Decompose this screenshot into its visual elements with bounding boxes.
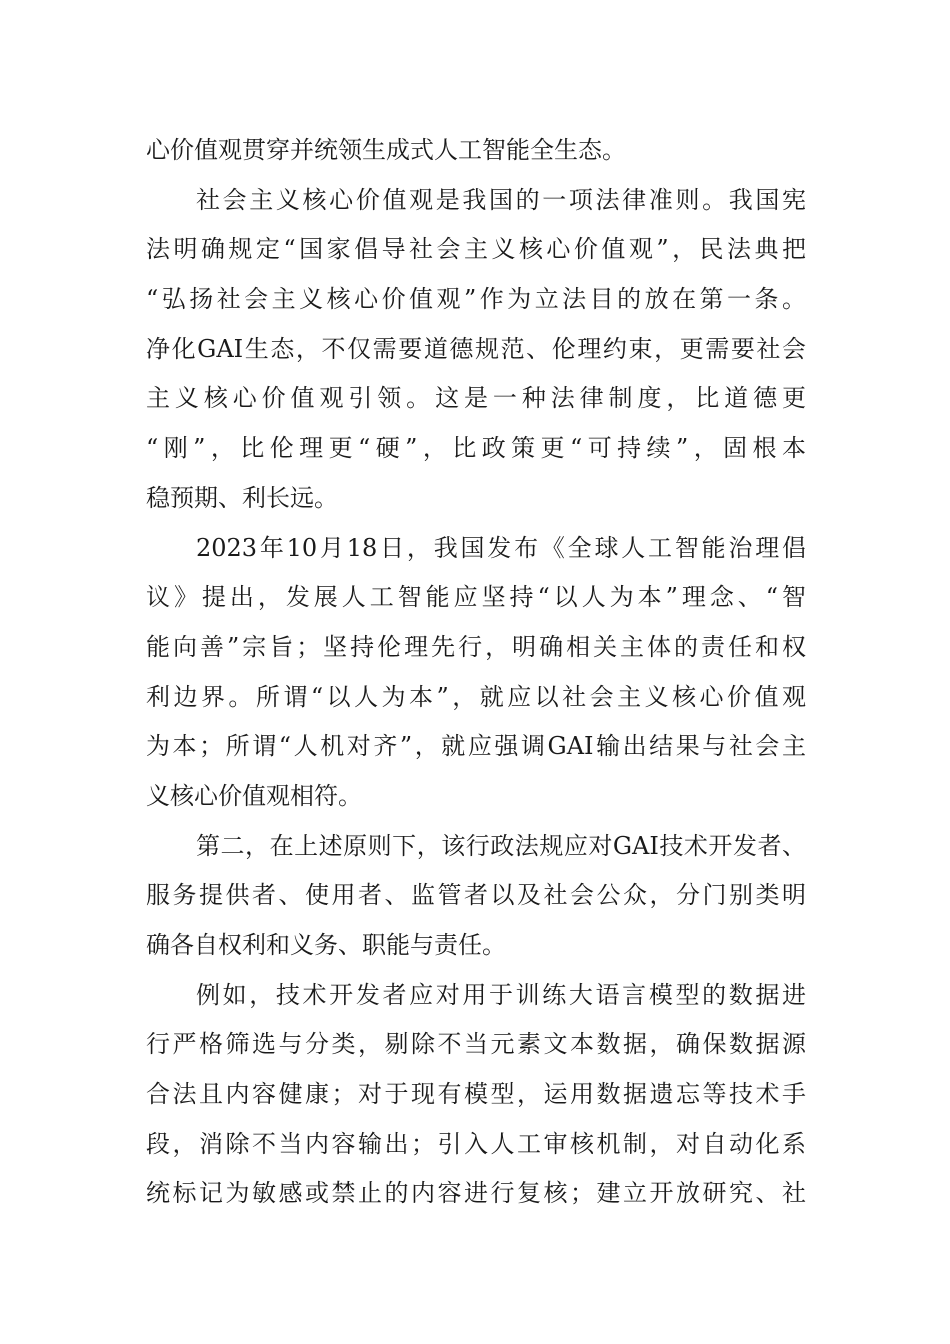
text-line-5: 净化GAI生态，不仅需要道德规范、伦理约束，更需要社会 — [146, 335, 806, 363]
text-line-10: 议》提出，发展人工智能应坚持“以人为本”理念、“智 — [146, 583, 806, 611]
text-line-8: 稳预期、利长远。 — [146, 484, 338, 512]
text-line-17: 确各自权利和义务、职能与责任。 — [146, 931, 506, 959]
text-line-1: 心价值观贯穿并统领生成式人工智能全生态。 — [146, 136, 626, 164]
text-line-16: 服务提供者、使用者、监管者以及社会公众，分门别类明 — [146, 881, 806, 909]
text-line-3: 法明确规定“国家倡导社会主义核心价值观”，民法典把 — [146, 235, 806, 263]
text-line-12: 利边界。所谓“以人为本”，就应以社会主义核心价值观 — [146, 683, 806, 711]
text-line-18: 例如，技术开发者应对用于训练大语言模型的数据进 — [196, 981, 806, 1009]
text-line-13: 为本；所谓“人机对齐”，就应强调GAI输出结果与社会主 — [146, 732, 806, 760]
text-line-2: 社会主义核心价值观是我国的一项法律准则。我国宪 — [196, 186, 806, 214]
text-line-7: “刚”，比伦理更“硬”，比政策更“可持续”，固根本 — [146, 434, 806, 462]
text-line-14: 义核心价值观相符。 — [146, 782, 362, 810]
text-line-15: 第二，在上述原则下，该行政法规应对GAI技术开发者、 — [196, 832, 806, 860]
text-line-22: 统标记为敏感或禁止的内容进行复核；建立开放研究、社 — [146, 1179, 806, 1207]
text-line-19: 行严格筛选与分类，剔除不当元素文本数据，确保数据源 — [146, 1030, 806, 1058]
text-line-11: 能向善”宗旨；坚持伦理先行，明确相关主体的责任和权 — [146, 633, 806, 661]
text-line-9: 2023年10月18日，我国发布《全球人工智能治理倡 — [196, 534, 806, 562]
text-line-6: 主义核心价值观引领。这是一种法律制度，比道德更 — [146, 384, 806, 412]
text-line-21: 段，消除不当内容输出；引入人工审核机制，对自动化系 — [146, 1130, 806, 1158]
text-line-4: “弘扬社会主义核心价值观”作为立法目的放在第一条。 — [146, 285, 806, 313]
text-line-20: 合法且内容健康；对于现有模型，运用数据遗忘等技术手 — [146, 1080, 806, 1108]
